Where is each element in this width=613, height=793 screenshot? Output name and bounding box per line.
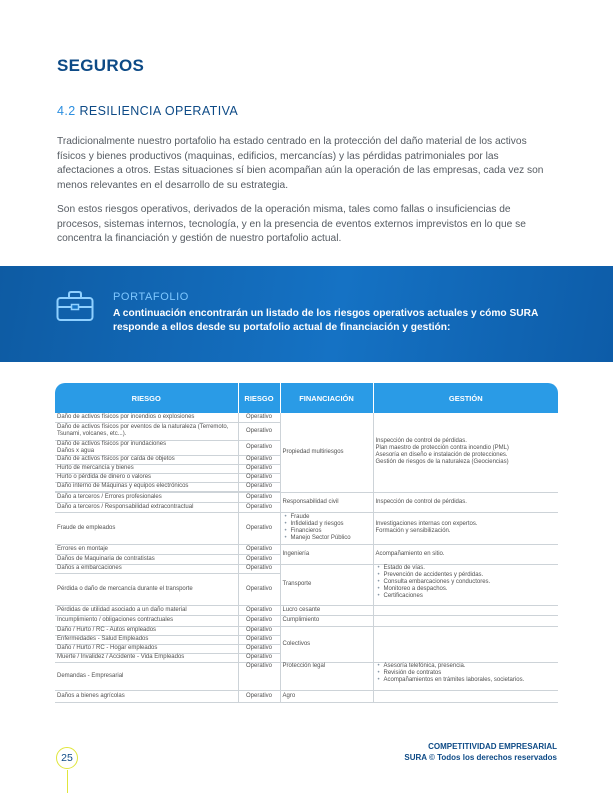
risk-cell: Daño de activos físicos por caída de objetos (55, 455, 238, 464)
risk-cell: Daño de activos físicos por incendios o explosiones (55, 413, 238, 422)
management-cell-empty (373, 690, 558, 702)
footer-credits (404, 741, 557, 763)
management-item: • Prevención de accidentes y pérdidas. (384, 572, 557, 579)
management-cell-empty (373, 605, 558, 615)
banner-text: A continuación encontrarán un listado de los riesgos operativos actuales y cómo SURA responde a ellos desde su portafolio actual de financiación y gestión: (113, 308, 538, 333)
type-cell: Operativo (238, 502, 280, 512)
risk-cell: Daño de activos físicos por eventos de la naturaleza (Terremoto, Tsunami, volcanes, etc...). (55, 422, 238, 440)
risk-cell: Hurto o pérdida de dinero o valores (55, 473, 238, 482)
risk-line: Daños x agua (57, 447, 95, 454)
briefcase-icon (56, 290, 94, 322)
risk-cell: Daño / Hurto / RC - Hogar empleados (55, 644, 238, 653)
header-riesgo: RIESGO (55, 383, 238, 413)
management-item: • Acompañamientos en trámites laborales, societarios. (384, 677, 557, 684)
portfolio-banner (0, 266, 613, 362)
financing-cell: Agro (280, 690, 373, 702)
financing-item: • Fraude (291, 514, 371, 521)
risk-cell: Errores en montaje (55, 544, 238, 554)
management-cell (373, 662, 558, 690)
type-cell: Operativo (238, 573, 280, 605)
type-cell: Operativo (238, 644, 280, 653)
type-cell: Operativo (238, 615, 280, 626)
risk-cell: Daño a terceros / Responsabilidad extracontractual (55, 502, 238, 512)
table-row (55, 626, 558, 635)
risk-cell: Incumplimiento / obligaciones contractuales (55, 615, 238, 626)
financing-cell: Transporte (280, 564, 373, 605)
risk-cell: Daño interno de Máquinas y equipos electrónicos (55, 482, 238, 491)
page-number: 25 (56, 747, 78, 769)
risk-portfolio-table (55, 383, 558, 703)
type-cell: Operativo (238, 512, 280, 544)
table-row (55, 413, 558, 422)
table-row (55, 564, 558, 573)
table-row (55, 615, 558, 626)
management-item: • Revisión de contratos (384, 670, 557, 677)
type-cell: Operativo (238, 635, 280, 644)
type-cell: Operativo (238, 440, 280, 455)
risk-cell: Fraude de empleados (55, 512, 238, 544)
management-item: • Asesoría telefónica, presencia. (384, 663, 557, 670)
risk-cell: Daños a embarcaciones (55, 564, 238, 573)
financing-cell: Ingeniería (280, 544, 373, 564)
table-row (55, 512, 558, 544)
table-header-row (55, 383, 558, 413)
management-cell: Inspección de control de pérdidas. (373, 492, 558, 512)
management-line: Plan maestro de protección contra incendio (PML) (375, 445, 509, 452)
management-cell-empty (373, 615, 558, 626)
footer-divider (67, 770, 68, 793)
management-item: • Consulta embarcaciones y conductores. (384, 579, 557, 586)
subsection-heading (57, 104, 238, 118)
risk-cell: Muerte / Invalidez / Accidente - Vida Empleados (55, 653, 238, 662)
financing-cell: Responsabilidad civil (280, 492, 373, 512)
header-riesgo-tipo: RIESGO (238, 383, 280, 413)
risk-cell: Daño / Hurto / RC - Autos empleados (55, 626, 238, 635)
subsection-title: RESILIENCIA OPERATIVA (79, 104, 239, 118)
type-cell: Operativo (238, 653, 280, 662)
management-item: • Monitoreo a despachos. (384, 586, 557, 593)
type-cell: Operativo (238, 413, 280, 422)
type-cell: Operativo (238, 554, 280, 564)
type-cell: Operativo (238, 544, 280, 554)
type-cell: Operativo (238, 422, 280, 440)
header-gestion: GESTIÓN (373, 383, 558, 413)
footer-line-1: COMPETITIVIDAD EMPRESARIAL (428, 742, 557, 751)
table-row (55, 492, 558, 502)
risk-line: Daño de activos físicos por inundaciones (57, 440, 167, 447)
risk-cell: Pérdidas de utilidad asociado a un daño material (55, 605, 238, 615)
header-financiacion: FINANCIACIÓN (280, 383, 373, 413)
financing-item: • Financieros (291, 528, 371, 535)
management-line: Formación y sensibilización. (375, 528, 451, 534)
table-row (55, 605, 558, 615)
management-cell (373, 512, 558, 544)
type-cell: Operativo (238, 662, 280, 690)
type-cell: Operativo (238, 690, 280, 702)
table-row (55, 544, 558, 554)
type-cell: Operativo (238, 492, 280, 502)
subsection-number: 4.2 (57, 104, 76, 118)
type-cell: Operativo (238, 626, 280, 635)
risk-cell: Enfermedades - Salud Empleados (55, 635, 238, 644)
banner-title: PORTAFOLIO (113, 291, 189, 303)
intro-paragraph-1: Tradicionalmente nuestro portafolio ha estado centrado en la protección del daño material de los activos físicos y bienes productivos (maquinas, edificios, mercancías) y las pérdidas patrimoniales por las afectaciones a otros. Estas situaciones sí bien acompañan aún la operación de las empresas, cada vez son menos relevantes en el desarrollo de su estrategia. (57, 136, 544, 191)
type-cell: Operativo (238, 455, 280, 464)
financing-item: • Manejo Sector Público (291, 535, 371, 542)
management-line: Inspección de control de pérdidas. (375, 438, 467, 445)
management-item: • Estado de vías. (384, 565, 557, 572)
financing-cell: Propiedad multiriesgos (280, 413, 373, 492)
management-cell (373, 564, 558, 605)
footer-line-2: SURA © Todos los derechos reservados (404, 753, 557, 762)
financing-cell: Colectivos (280, 626, 373, 662)
risk-cell: Daños a bienes agrícolas (55, 690, 238, 702)
risk-cell (55, 440, 238, 455)
financing-cell: Lucro cesante (280, 605, 373, 615)
type-cell: Operativo (238, 482, 280, 491)
intro-paragraph-2: Son estos riesgos operativos, derivados de la operación misma, tales como fallas o insuficiencias de procesos, sistemas internos, tecnología, y en la presencia de eventos externos imprevistos en lo que se concentra la financiación y gestión de nuestro portafolio actual. (57, 204, 526, 244)
type-cell: Operativo (238, 564, 280, 573)
risk-cell: Pérdida o daño de mercancía durante el transporte (55, 573, 238, 605)
management-cell: Acompañamiento en sitio. (373, 544, 558, 564)
financing-cell: Protección legal (280, 662, 373, 690)
management-cell-empty (373, 626, 558, 662)
section-title: SEGUROS (57, 56, 145, 75)
management-item: • Certificaciones (384, 593, 557, 600)
financing-cell: Cumplimiento (280, 615, 373, 626)
financing-cell (280, 512, 373, 544)
type-cell: Operativo (238, 473, 280, 482)
management-line: Asesoría en diseño e instalación de protecciones. (375, 452, 508, 459)
risk-cell: Daños de Maquinaria de contratistas (55, 554, 238, 564)
type-cell: Operativo (238, 605, 280, 615)
table-row (55, 690, 558, 702)
management-line: Gestión de riesgos de la naturaleza (Geociencias) (375, 459, 509, 466)
risk-cell: Daño a terceros / Errores profesionales (55, 492, 238, 502)
risk-cell: Demandas - Empresarial (55, 662, 238, 690)
management-cell (373, 413, 558, 492)
table-row (55, 662, 558, 690)
financing-item: • Infidelidad y riesgos (291, 521, 371, 528)
risk-cell: Hurto de mercancía y bienes (55, 464, 238, 473)
type-cell: Operativo (238, 464, 280, 473)
management-line: Investigaciones internas con expertos. (375, 521, 478, 527)
